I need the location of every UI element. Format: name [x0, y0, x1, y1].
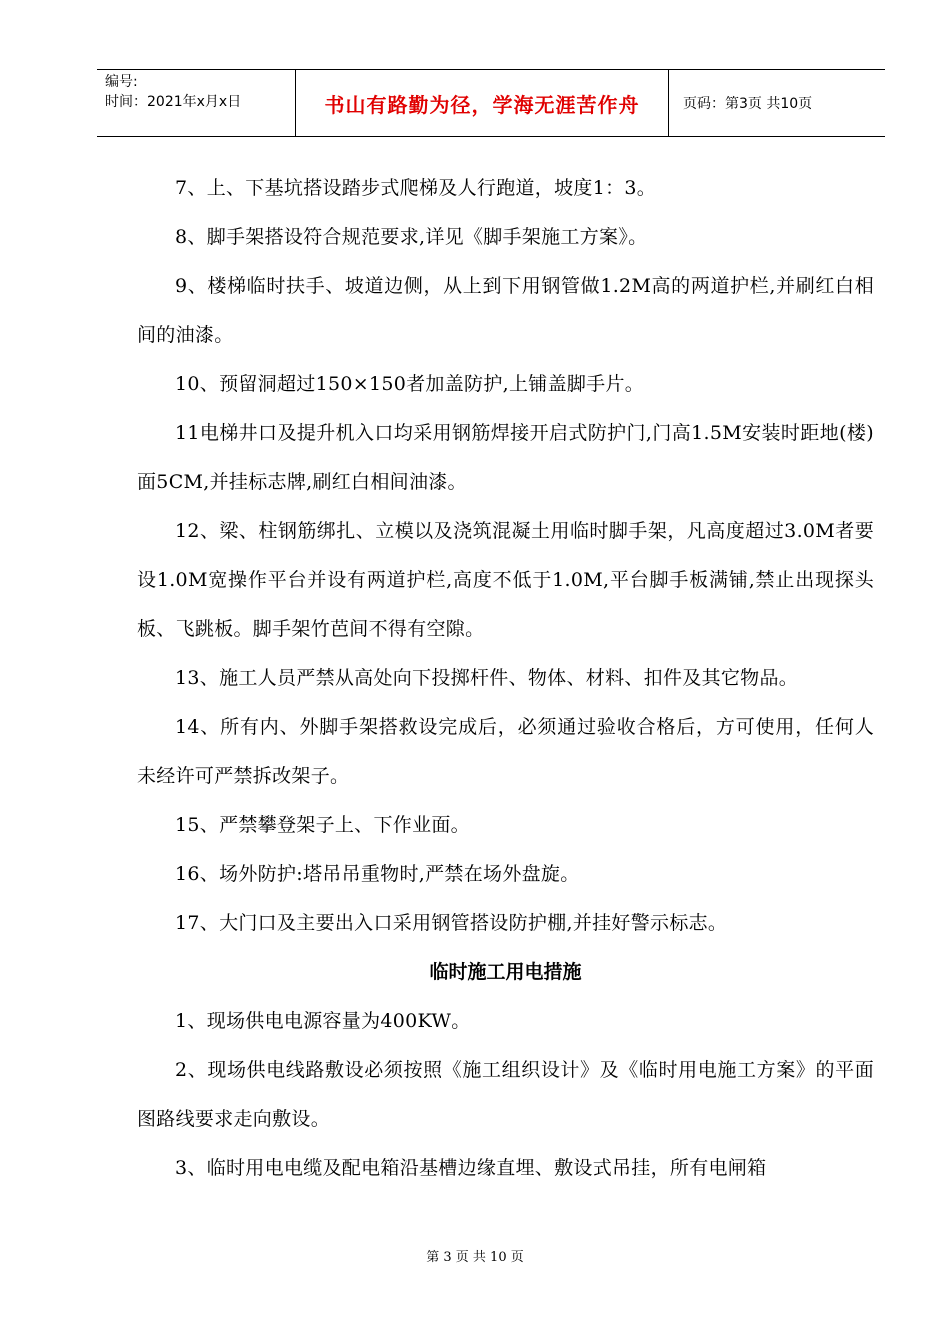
- page-header: [97, 69, 885, 137]
- paragraph-9: 9、楼梯临时扶手、坡道边侧，从上到下用钢管做1.2M高的两道护栏,并刷红白相间的油漆。: [137, 275, 874, 346]
- paragraph-17: 17、大门口及主要出入口采用钢管搭设防护棚,并挂好警示标志。: [175, 912, 728, 934]
- document-body: [137, 164, 874, 1193]
- header-page-info: 页码：第3页 共10页: [683, 96, 813, 112]
- section-title: 临时施工用电措施: [429, 961, 582, 983]
- paragraph-12: 12、梁、柱钢筋绑扎、立模以及浇筑混凝土用临时脚手架，凡高度超过3.0M者要设1.0M宽操作平台并设有两道护栏,高度不低于1.0M,平台脚手板满铺,禁止出现探头板、飞跳板。脚手架竹芭间不得有空隙。: [137, 520, 874, 640]
- power-paragraph-1: 1、现场供电电源容量为400KW。: [175, 1010, 471, 1032]
- paragraph-16: 16、场外防护:塔吊吊重物时,严禁在场外盘旋。: [175, 863, 580, 885]
- page-footer: 第 3 页 共 10 页: [426, 1250, 524, 1265]
- paragraph-14: 14、所有内、外脚手架搭救设完成后，必须通过验收合格后，方可使用，任何人未经许可严禁拆改架子。: [137, 716, 874, 787]
- serial-label: 编号:: [105, 74, 138, 90]
- power-paragraph-3: 3、临时用电电缆及配电箱沿基槽边缘直埋、敷设式吊挂，所有电闸箱: [175, 1157, 767, 1179]
- paragraph-15: 15、严禁攀登架子上、下作业面。: [175, 814, 470, 836]
- header-motto: 书山有路勤为径，学海无涯苦作舟: [296, 70, 669, 136]
- power-paragraph-2: 2、现场供电线路敷设必须按照《施工组织设计》及《临时用电施工方案》的平面图路线要求走向敷设。: [137, 1059, 874, 1130]
- paragraph-11: 11电梯井口及提升机入口均采用钢筋焊接开启式防护门,门高1.5M安装时距地(楼)面5CM,并挂标志牌,刷红白相间油漆。: [137, 422, 874, 493]
- paragraph-8: 8、脚手架搭设符合规范要求,详见《脚手架施工方案》。: [175, 226, 648, 248]
- header-meta-cell: [97, 70, 296, 136]
- paragraph-13: 13、施工人员严禁从高处向下投掷杆件、物体、材料、扣件及其它物品。: [175, 667, 799, 689]
- paragraph-10: 10、预留洞超过150×150者加盖防护,上铺盖脚手片。: [175, 373, 645, 395]
- time-label: 时间：2021年x月x日: [105, 94, 242, 110]
- paragraph-7: 7、上、下基坑搭设踏步式爬梯及人行跑道，坡度1：3。: [175, 177, 657, 199]
